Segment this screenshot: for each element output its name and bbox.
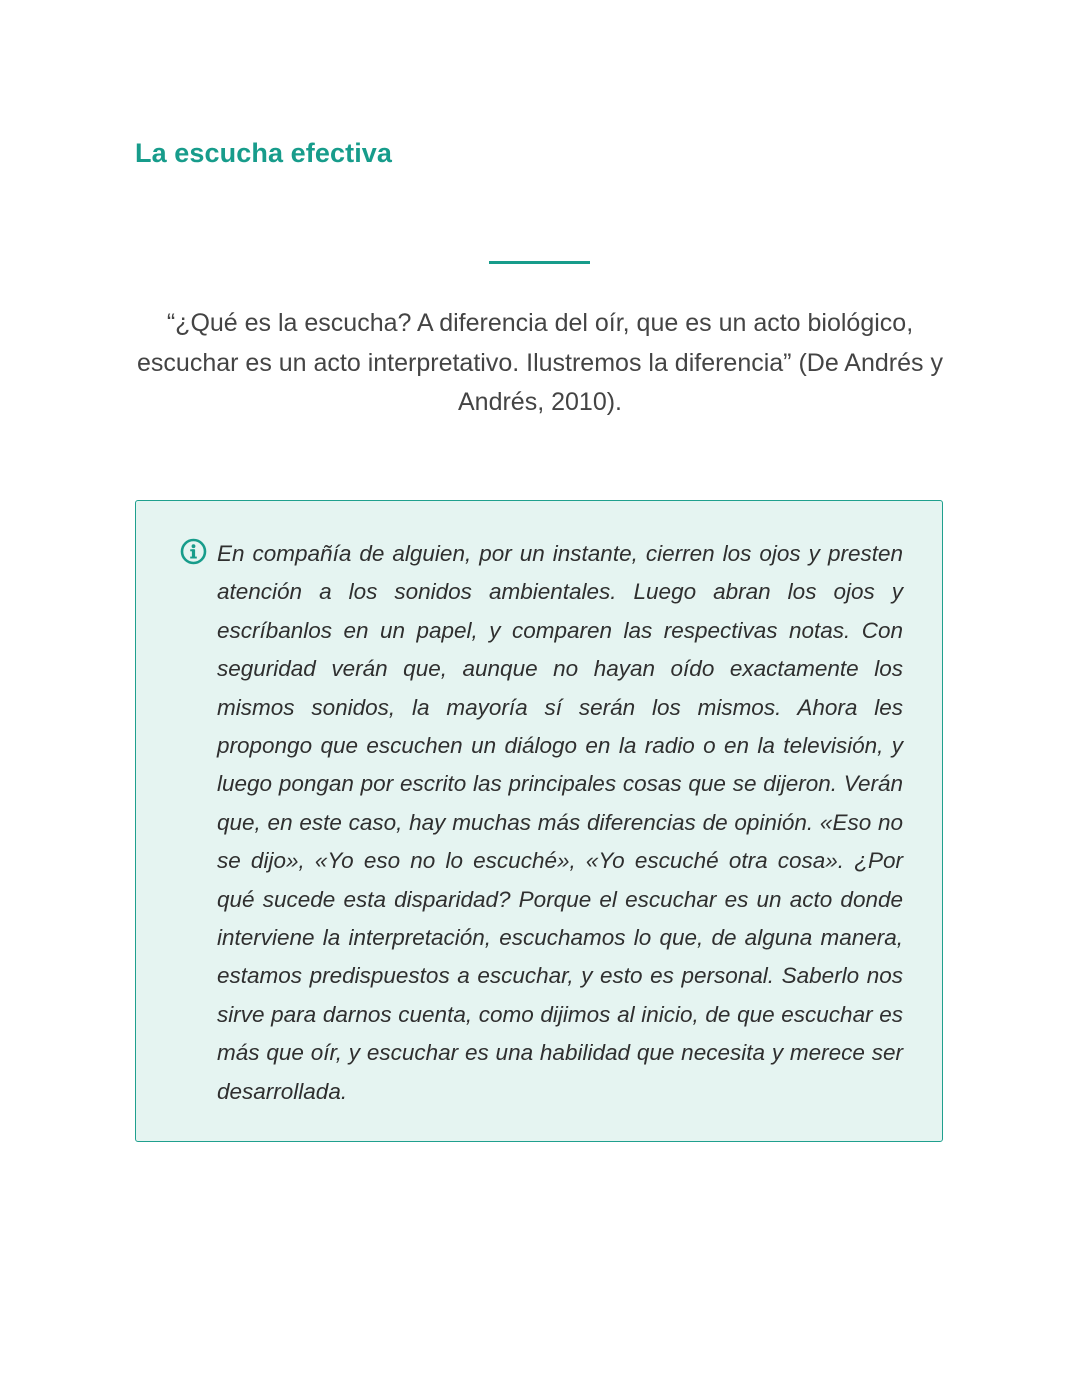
section-title: La escucha efectiva xyxy=(135,138,393,168)
info-callout-text: En compañía de alguien, por un instante, cierren los ojos y presten atención a los sonidos ambientales. Luego abran los ojos y escríbanlos en un papel, y comparen las respectivas notas. Con seguridad verán que, aunque no hayan oído exactamente los mismos sonidos, la mayoría sí serán los mismos. Ahora les propongo que escuchen un diálogo en la radio o en la televisión, y luego pongan por escrito las principales cosas que se dijeron. Verán que, en este caso, hay muchas más diferencias de opinión. «Eso no se dijo», «Yo eso no lo escuché», «Yo escuché otra cosa». ¿Por qué sucede esta disparidad? Porque el escuchar es un acto donde interviene la interpretación, escuchamos lo que, de alguna manera, estamos predispuestos a escuchar, y esto es personal. Saberlo nos sirve para darnos cuenta, como dijimos al inicio, de que escuchar es más que oír, y escuchar es una habilidad que necesita y merece ser desarrollada. xyxy=(217,541,903,1104)
title-divider xyxy=(489,261,590,264)
info-callout-box xyxy=(135,500,943,1142)
quote-text: “¿Qué es la escucha? A diferencia del oír, que es un acto biológico, escuchar es un acto interpretativo. Ilustremos la diferencia” (De Andrés y Andrés, 2010). xyxy=(137,309,943,416)
info-icon xyxy=(180,538,207,565)
